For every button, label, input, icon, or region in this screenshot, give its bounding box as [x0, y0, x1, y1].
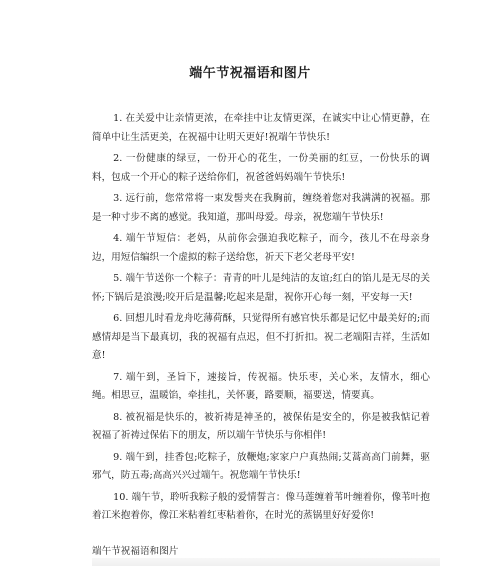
blessing-paragraph-9: 9. 端午到，挂香包;吃粽子，放鞭炮;家家户户真热闹;艾蒿高高门前舞，驱邪气，防五毒;高高兴兴过端午。祝您端午节快乐!: [92, 451, 430, 481]
document-title: 端午节祝福语和图片: [189, 66, 311, 81]
blessing-paragraph-1: 1. 在关爱中让亲情更浓，在牵挂中让友情更深，在诚实中让心情更静，在简单中让生活更美，在祝福中让明天更好!祝端午节快乐!: [92, 113, 430, 143]
blessing-paragraph-4: 4. 端午节短信：老妈，从前你会强迫我吃粽子，而今，孩儿不在母亲身边，用短信编织一个虚拟的粽子送给您，祈天下老父老母平安!: [92, 233, 430, 263]
blessing-paragraph-7: 7. 端午到，圣旨下，速接旨，传祝福。快乐枣，关心米，友情水，细心绳。相思豆，温暖馅，牵挂扎，关怀裹，路要顺，福要送，情要真。: [92, 371, 430, 401]
blessing-paragraph-10: 10. 端午节，聆听我粽子般的爱情誓言：像马莲缠着苇叶缠着你，像苇叶抱着江米抱着你，像江米粘着红枣粘着你，在时光的蒸锅里好好爱你!: [92, 491, 430, 521]
blessing-paragraph-2: 2. 一份健康的绿豆，一份开心的花生，一份美丽的红豆，一份快乐的调料，包成一个开心的粽子送给你们，祝爸爸妈妈端午节快乐!: [92, 153, 430, 183]
blessing-paragraph-8: 8. 被祝福是快乐的，被祈祷是神圣的，被保佑是安全的，你是被我惦记着祝福了祈祷过保佑下的朋友，所以端午节快乐与你相伴!: [92, 411, 430, 441]
blessing-paragraph-6: 6. 回想儿时看龙舟吃薄荷酥，只觉得所有感官快乐都是记忆中最美好的;而感情却是当下最真切，我的祝福有点迟，但不打折扣。祝二老端阳吉祥，生活如意!: [92, 313, 430, 361]
blessing-paragraph-5: 5. 端午节送你一个粽子：青青的叶儿是纯洁的友谊;红白的馅儿是无尽的关怀;下锅后是浪漫;咬开后是温馨;吃起来是甜，祝你开心每一刻，平安每一天!: [92, 273, 430, 303]
blessing-paragraph-3: 3. 远行前，您常常将一束发髻夹在我胸前，缠绕着您对我满满的祝福。那是一种寸步不离的感觉。我知道，那叫母爱。母亲，祝您端午节快乐!: [92, 193, 430, 223]
section-subheading: 端午节祝福语和图片: [92, 546, 179, 557]
blessing-list: [92, 110, 430, 529]
